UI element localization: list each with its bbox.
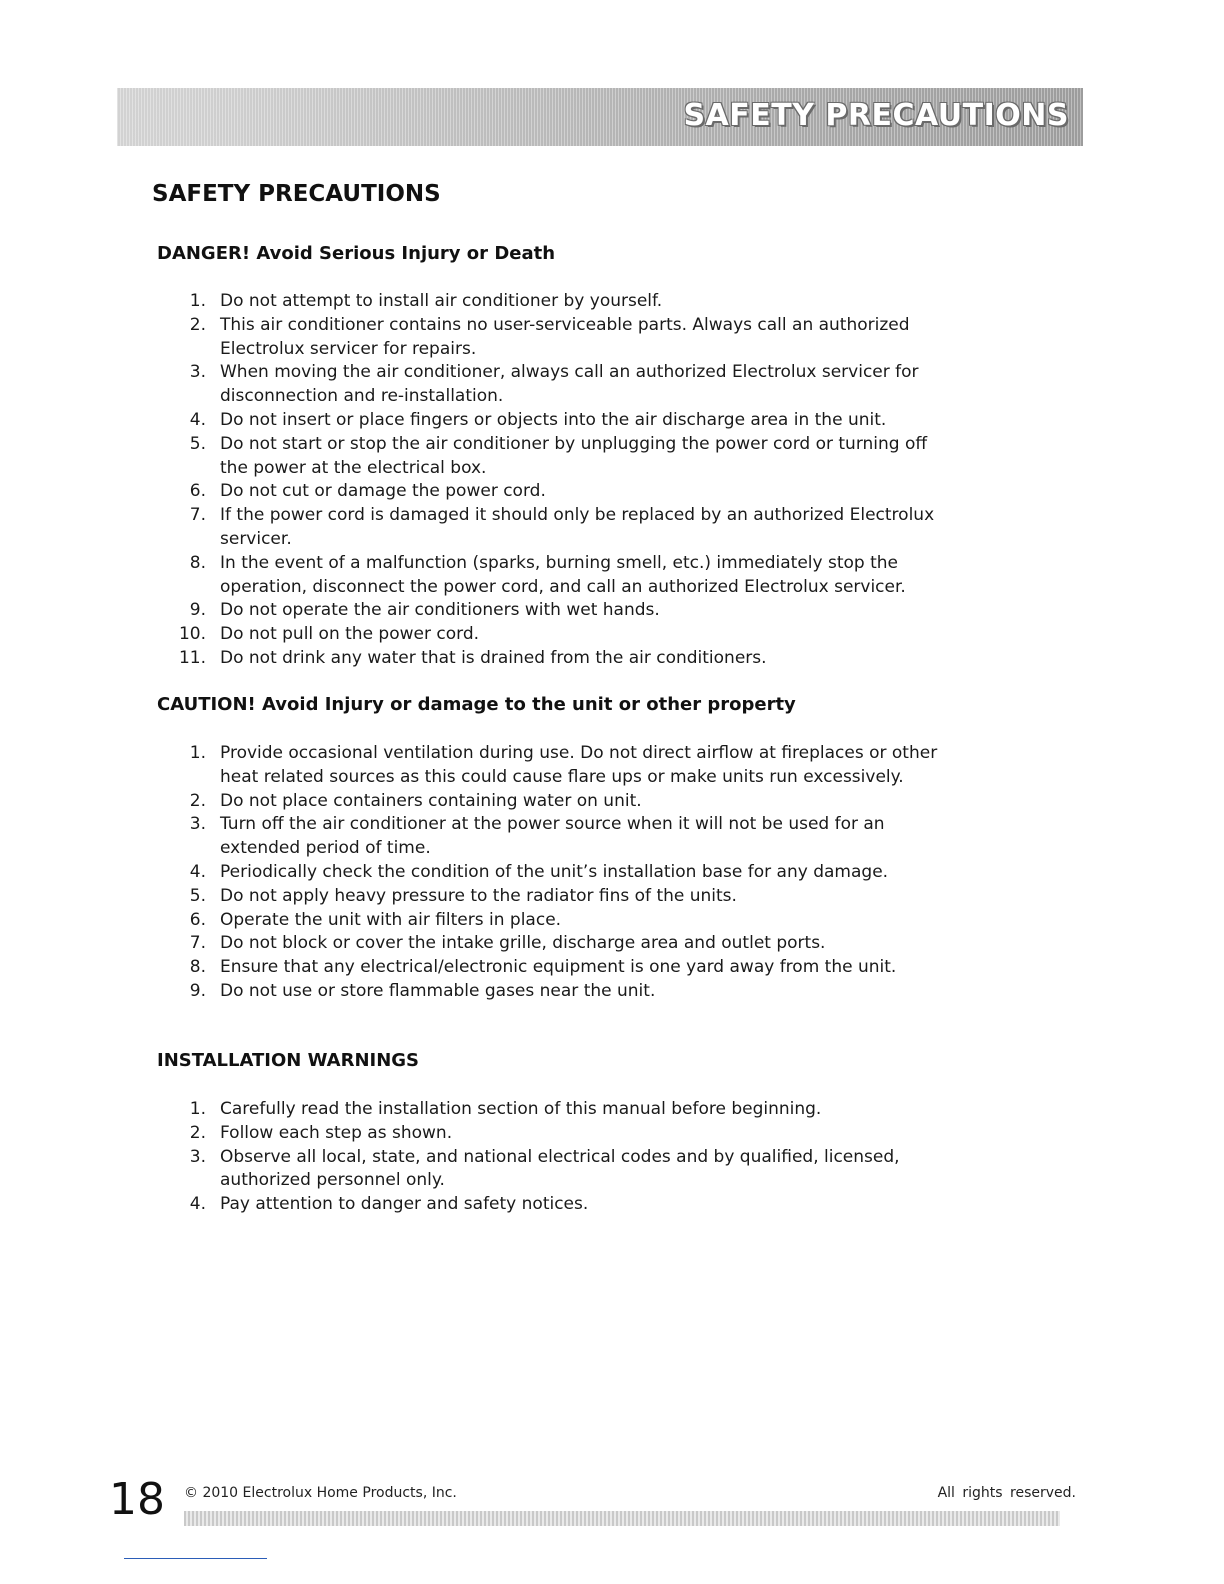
list-item-number: 3. [189,1146,206,1167]
list-item [157,885,940,909]
list-item-number: 4. [189,409,206,430]
list-item-text: Pay attention to danger and safety notices. [220,1194,589,1215]
list-item-number: 2. [189,314,206,335]
list-item-number: 10. [178,624,206,645]
caution-list [157,742,940,1004]
list-item [157,599,940,623]
list-item [157,504,940,552]
list-item-text: Do not block or cover the intake grille, discharge area and outlet ports. [220,933,826,954]
list-item-number: 7. [189,933,206,954]
list-item-text: Do not attempt to install air conditioner by yourself. [220,291,663,311]
list-item-number: 6. [189,909,206,930]
list-item [157,956,940,980]
list-item [157,861,940,885]
list-item [157,790,940,814]
list-item-number: 3. [189,814,206,835]
list-item-text: Do not pull on the power cord. [220,624,480,645]
list-item-number: 2. [189,790,206,811]
list-item-text: Turn off the air conditioner at the power source when it will not be used for an extended period of time. [220,814,885,859]
list-item-text: Periodically check the condition of the unit’s installation base for any damage. [220,861,889,882]
list-item-text: Observe all local, state, and national electrical codes and by qualified, licensed, authorized personnel only. [220,1146,900,1191]
list-item-text: Do not place containers containing water on unit. [220,790,642,811]
copyright-text: © 2010 Electrolux Home Products, Inc. [184,1485,457,1501]
list-item-number: 1. [189,1099,206,1119]
list-item-text: Do not apply heavy pressure to the radiator fins of the units. [220,885,737,906]
list-item-number: 6. [189,481,206,502]
danger-heading: DANGER! Avoid Serious Injury or Death [157,243,556,264]
list-item [157,433,940,481]
list-item-number: 8. [189,957,206,978]
list-item-number: 3. [189,362,206,383]
list-item-text: When moving the air conditioner, always call an authorized Electrolux servicer for disconnection and re-installation. [220,362,919,407]
list-item [157,1098,940,1122]
list-item-number: 11. [178,647,206,668]
installation-warnings-heading: INSTALLATION WARNINGS [157,1050,420,1071]
list-item [157,1146,940,1194]
page-number: 18 [109,1474,165,1525]
list-item-number: 5. [189,433,206,454]
list-item-text: Do not operate the air conditioners with wet hands. [220,600,660,621]
list-item-text: This air conditioner contains no user-serviceable parts. Always call an authorized Electrolux servicer for repairs. [220,314,910,359]
header-banner [117,88,1083,146]
list-item [157,1193,940,1217]
list-item-number: 2. [189,1122,206,1143]
list-item-text: In the event of a malfunction (sparks, burning smell, etc.) immediately stop the operation, disconnect the power cord, and call an authorized Electrolux servicer. [220,552,906,597]
page-title: SAFETY PRECAUTIONS [152,181,441,207]
list-item-text: Provide occasional ventilation during use. Do not direct airflow at fireplaces or other heat related sources as this could cause flare ups or make units run excessively. [220,743,938,787]
list-item-number: 1. [189,743,206,763]
list-item-text: Do not drink any water that is drained from the air conditioners. [220,647,767,668]
list-item-number: 5. [189,885,206,906]
list-item-number: 4. [189,861,206,882]
banner-title: SAFETY PRECAUTIONS [683,98,1069,133]
list-item [157,290,940,314]
footer-bar [184,1511,1060,1526]
rights-text: All rights reserved. [937,1485,1076,1501]
list-item [157,623,940,647]
installation-warnings-list [157,1098,940,1217]
list-item [157,742,940,790]
caution-heading: CAUTION! Avoid Injury or damage to the unit or other property [157,694,796,715]
list-item-text: Follow each step as shown. [220,1122,453,1143]
list-item-text: Do not start or stop the air conditioner by unplugging the power cord or turning off the power at the electrical box. [220,433,928,478]
list-item [157,409,940,433]
list-item-number: 7. [189,505,206,526]
list-item-text: If the power cord is damaged it should only be replaced by an authorized Electrolux servicer. [220,505,935,549]
list-item [157,1122,940,1146]
list-item [157,647,940,671]
list-item-number: 9. [189,980,206,1001]
list-item [157,314,940,362]
list-item-number: 4. [189,1194,206,1215]
list-item-text: Operate the unit with air filters in place. [220,909,562,930]
list-item [157,552,940,600]
list-item-text: Do not cut or damage the power cord. [220,481,546,502]
list-item [157,909,940,933]
list-item-text: Carefully read the installation section of this manual before beginning. [220,1099,822,1119]
list-item [157,932,940,956]
danger-list [157,290,940,671]
list-item [157,361,940,409]
list-item [157,813,940,861]
list-item [157,480,940,504]
list-item [157,980,940,1004]
footer-rule [124,1558,267,1559]
list-item-number: 9. [189,600,206,621]
list-item-text: Ensure that any electrical/electronic equipment is one yard away from the unit. [220,957,897,978]
list-item-number: 8. [189,552,206,573]
list-item-text: Do not insert or place fingers or objects into the air discharge area in the unit. [220,409,887,430]
list-item-number: 1. [189,291,206,311]
list-item-text: Do not use or store flammable gases near the unit. [220,980,656,1001]
